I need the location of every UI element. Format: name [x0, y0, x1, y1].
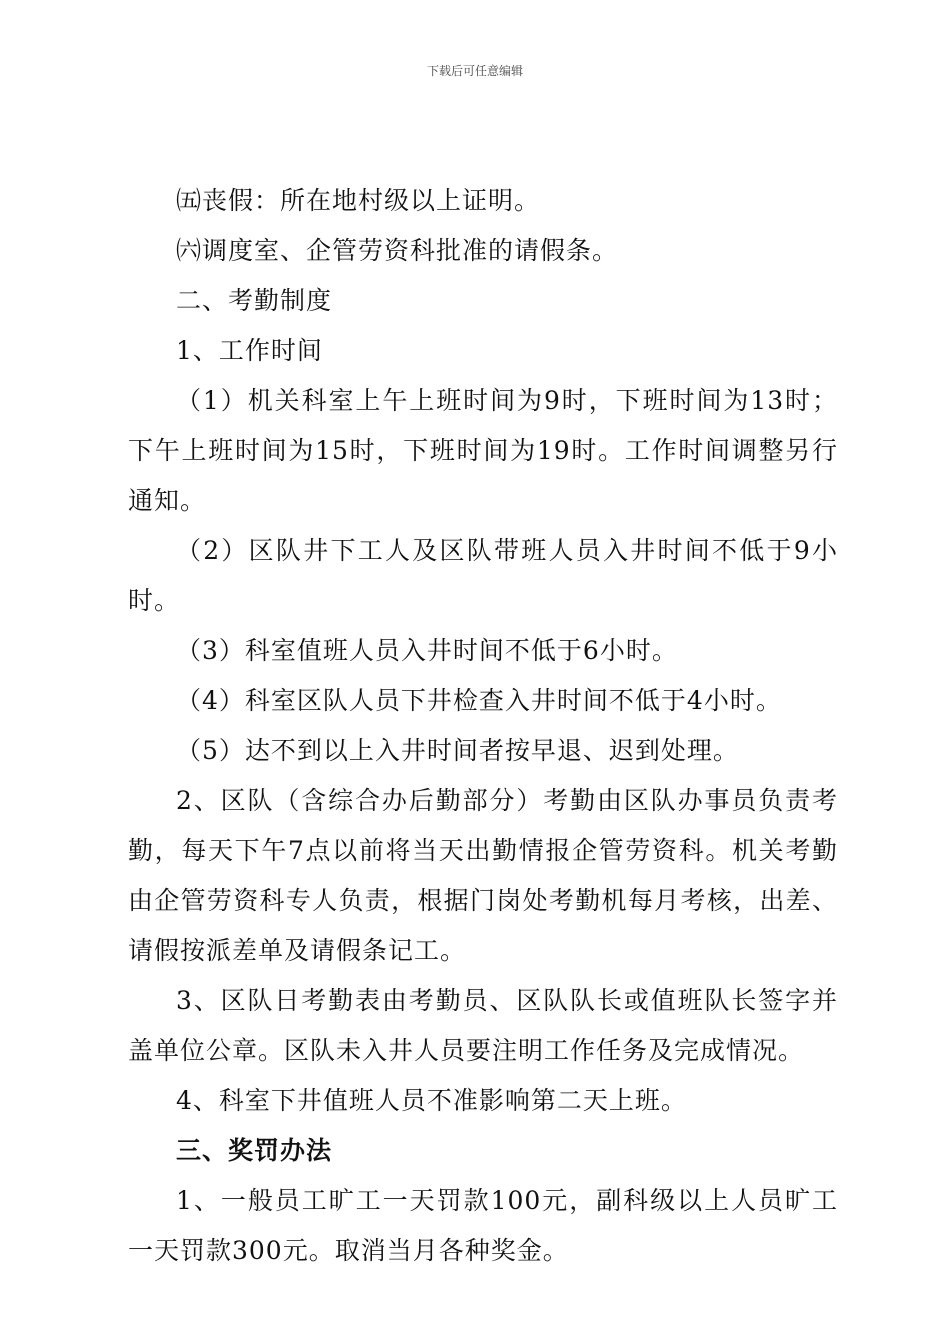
- paragraph-office-hours: （1）机关科室上午上班时间为9时，下班时间为13时；下午上班时间为15时，下班时间为19时。工作时间调整另行通知。: [128, 386, 838, 515]
- subheading-work-hours: 1、工作时间: [176, 336, 323, 365]
- paragraph-approved-leave: ㈥调度室、企管劳资科批准的请假条。: [176, 236, 619, 265]
- section-heading-attendance: 二、考勤制度: [176, 286, 333, 315]
- paragraph-underground-workers: （2）区队井下工人及区队带班人员入井时间不低于9小时。: [128, 536, 838, 615]
- paragraph-attendance-responsibility: 2、区队（含综合办后勤部分）考勤由区队办事员负责考勤，每天下午7点以前将当天出勤情报企管劳资科。机关考勤由企管劳资科专人负责，根据门岗处考勤机每月考核，出差、请假按派差单及请假条记工。: [128, 786, 838, 965]
- paragraph-late-early: （5）达不到以上入井时间者按早退、迟到处理。: [176, 736, 739, 765]
- paragraph-duty-next-day: 4、科室下井值班人员不准影响第二天上班。: [176, 1086, 687, 1115]
- paragraph-funeral-leave: ㈤丧假：所在地村级以上证明。: [176, 186, 541, 215]
- paragraph-daily-sheet: 3、区队日考勤表由考勤员、区队队长或值班队长签字并盖单位公章。区队未入井人员要注明工作任务及完成情况。: [128, 986, 838, 1065]
- paragraph-duty-staff: （3）科室值班人员入井时间不低于6小时。: [176, 636, 678, 665]
- paragraph-inspection-staff: （4）科室区队人员下井检查入井时间不低于4小时。: [176, 686, 782, 715]
- page-header: 下载后可任意编辑: [426, 64, 523, 78]
- section-heading-rewards-penalties: 三、奖罚办法: [176, 1136, 333, 1165]
- document-body: [128, 176, 838, 1276]
- paragraph-absence-penalty: 1、一般员工旷工一天罚款100元，副科级以上人员旷工一天罚款300元。取消当月各种奖金。: [128, 1186, 838, 1265]
